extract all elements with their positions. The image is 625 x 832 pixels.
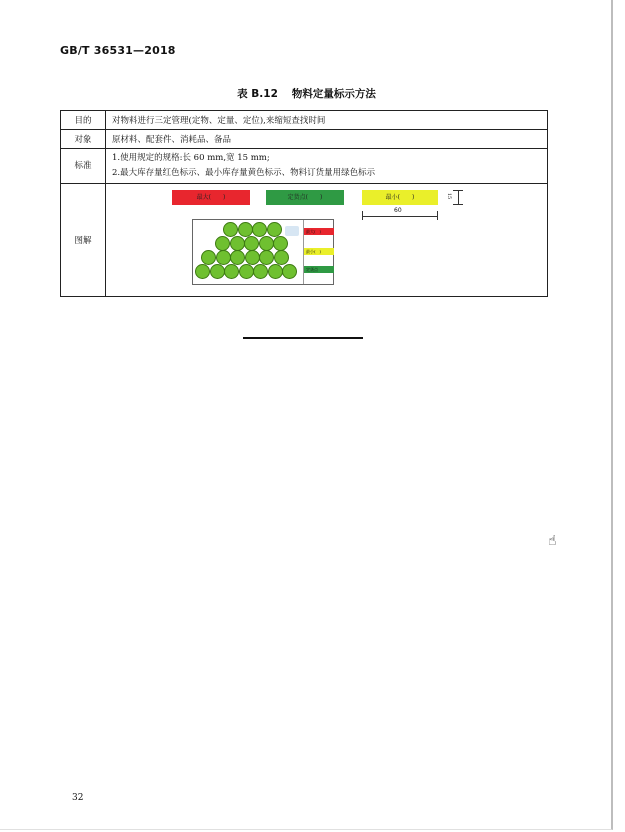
material-ball: [267, 222, 282, 237]
reorder-point-tag: 定货点( ): [266, 190, 344, 205]
material-ball: [238, 222, 253, 237]
material-ball: [195, 264, 210, 279]
material-ball: [245, 250, 260, 265]
material-ball: [223, 222, 238, 237]
row-label-purpose: 目的: [61, 111, 106, 130]
material-ball: [259, 250, 274, 265]
material-ball: [215, 236, 230, 251]
row-content-object: 原材料、配套件、消耗品、备品: [106, 130, 548, 149]
shelf-illustration: [192, 219, 334, 285]
illustration: [106, 184, 547, 296]
material-ball: [244, 236, 259, 251]
height-dimension-label: 15: [446, 192, 453, 200]
table-row: [61, 149, 548, 184]
hand-pointer-icon: ☝: [548, 533, 557, 549]
min-stock-tag: 最小( ): [362, 190, 438, 205]
table-row: [61, 111, 548, 130]
table-title-text: 物料定量标示方法: [291, 88, 376, 100]
material-ball: [282, 264, 297, 279]
label-card-icon: [285, 226, 299, 236]
row-label-standard: 标准: [61, 149, 106, 184]
material-ball: [230, 236, 245, 251]
page-number: 32: [72, 793, 84, 803]
width-dimension-label: 60: [394, 207, 402, 214]
standard-line-2: 2.最大库存量红色标示、最小库存量黄色标示、物料订货量用绿色标示: [112, 168, 376, 178]
material-ball: [259, 236, 274, 251]
row-content-illustration: [106, 184, 548, 297]
table-row: [61, 130, 548, 149]
row-label-object: 对象: [61, 130, 106, 149]
width-dimension: [362, 208, 438, 224]
material-ball: [253, 264, 268, 279]
material-ball: [210, 264, 225, 279]
table-title: [0, 86, 613, 101]
material-ball: [216, 250, 231, 265]
mini-reorder-label: 定货点: [304, 266, 334, 273]
standard-number: GB/T 36531—2018: [60, 44, 176, 57]
material-ball: [224, 264, 239, 279]
height-dimension: [448, 190, 466, 205]
mini-max-label: 最大( ): [304, 228, 334, 235]
max-stock-tag: 最大( ): [172, 190, 250, 205]
row-content-standard: [106, 149, 548, 184]
material-ball: [201, 250, 216, 265]
row-content-purpose: 对物料进行三定管理(定物、定量、定位),来缩短查找时间: [106, 111, 548, 130]
material-ball: [273, 236, 288, 251]
material-ball: [252, 222, 267, 237]
standard-line-1: 1.使用规定的规格:长 60 mm,宽 15 mm;: [112, 153, 270, 163]
table-number: 表 B.12: [237, 88, 278, 100]
material-ball: [230, 250, 245, 265]
row-label-illustration: 图解: [61, 184, 106, 297]
material-ball: [239, 264, 254, 279]
material-ball: [268, 264, 283, 279]
end-rule: [243, 337, 363, 339]
mini-min-label: 最小( ): [304, 248, 334, 255]
standard-table: [60, 110, 548, 297]
table-row: [61, 184, 548, 297]
material-ball: [274, 250, 289, 265]
